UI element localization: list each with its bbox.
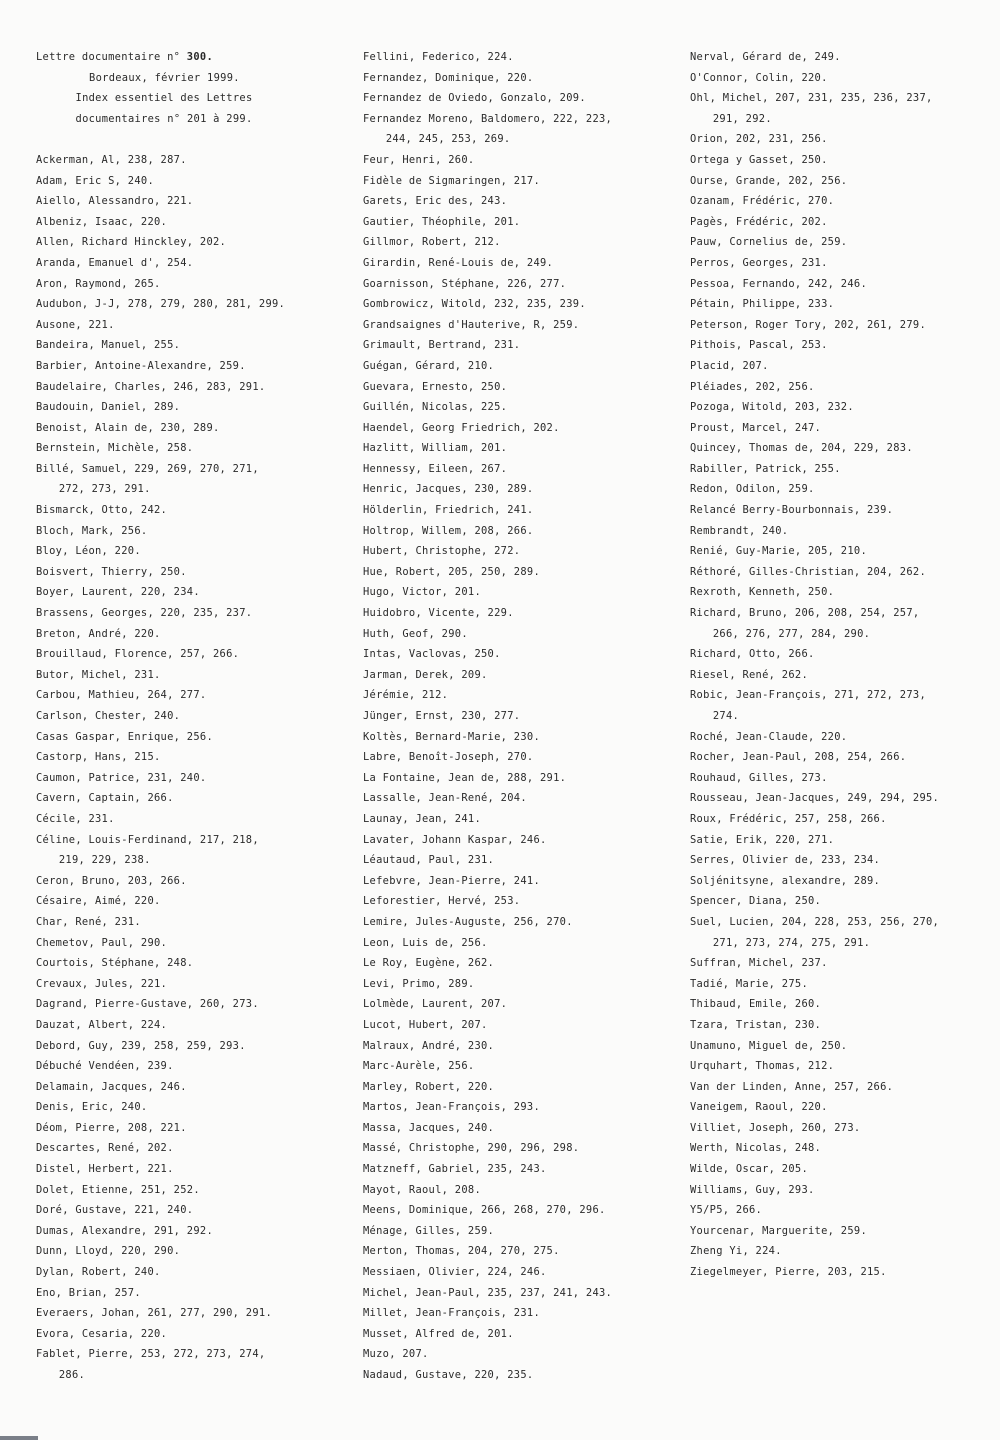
header-subtitle: Index essentiel des Lettres <box>75 92 253 105</box>
index-entry: Nadaud, Gustave, 220, 235. <box>363 1369 534 1381</box>
index-entry: Robic, Jean-François, 271, 272, 273, <box>690 689 927 702</box>
header-spacer <box>36 129 285 150</box>
index-entry: Léautaud, Paul, 231. <box>363 854 495 867</box>
index-entry: Caumon, Patrice, 231, 240. <box>36 771 207 784</box>
index-column-1 <box>36 47 285 1386</box>
index-entry: Richard, Bruno, 206, 208, 254, 257, <box>690 607 920 620</box>
index-entry: Girardin, René-Louis de, 249. <box>363 256 554 269</box>
index-entry: Fernandez de Oviedo, Gonzalo, 209. <box>363 92 586 105</box>
index-entry: Matzneff, Gabriel, 235, 243. <box>363 1163 547 1176</box>
index-entry: Dunn, Lloyd, 220, 290. <box>36 1245 181 1258</box>
index-entry: Casas Gaspar, Enrique, 256. <box>36 730 214 743</box>
index-entry: Pauw, Cornelius de, 259. <box>690 236 848 249</box>
index-entry: Labre, Benoît-Joseph, 270. <box>363 751 534 764</box>
index-entry: Jarman, Derek, 209. <box>363 668 488 681</box>
index-entry: Bloy, Léon, 220. <box>36 545 141 558</box>
index-entry: Thibaud, Emile, 260. <box>690 998 822 1011</box>
index-entry: Brassens, Georges, 220, 235, 237. <box>36 607 253 620</box>
index-entry: Débuché Vendéen, 239. <box>36 1060 174 1073</box>
index-entry: Bernstein, Michèle, 258. <box>36 442 194 455</box>
index-entry-continuation: 274. <box>712 710 740 722</box>
index-entry: Quincey, Thomas de, 204, 229, 283. <box>690 442 913 455</box>
index-entry: Garets, Eric des, 243. <box>363 195 508 208</box>
index-entry: Courtois, Stéphane, 248. <box>36 957 194 970</box>
index-entry: Carlson, Chester, 240. <box>36 710 181 722</box>
index-entry: Van der Linden, Anne, 257, 266. <box>690 1080 894 1093</box>
index-entry: Intas, Vaclovas, 250. <box>363 648 501 661</box>
index-entry: Ziegelmeyer, Pierre, 203, 215. <box>690 1266 887 1279</box>
index-entry: Ozanam, Frédéric, 270. <box>690 195 835 208</box>
index-entry: Fellini, Federico, 224. <box>363 51 514 63</box>
index-entry: Zheng Yi, 224. <box>690 1245 782 1258</box>
index-entry: Eno, Brian, 257. <box>36 1286 141 1299</box>
index-entry: Yourcenar, Marguerite, 259. <box>690 1224 868 1237</box>
index-entry: Lavater, Johann Kaspar, 246. <box>363 833 547 846</box>
index-entry: Gillmor, Robert, 212. <box>363 236 501 249</box>
header-range: documentaires n° 201 à 299. <box>75 112 253 125</box>
index-entry: Boyer, Laurent, 220, 234. <box>36 586 200 599</box>
index-entry: Fablet, Pierre, 253, 272, 273, 274, <box>36 1348 266 1361</box>
header-line-1 <box>36 47 285 68</box>
index-entry: Dagrand, Pierre-Gustave, 260, 273. <box>36 998 259 1011</box>
index-entry: Merton, Thomas, 204, 270, 275. <box>363 1245 560 1258</box>
index-column-2 <box>363 47 612 1386</box>
index-entry: Ohl, Michel, 207, 231, 235, 236, 237, <box>690 92 933 105</box>
index-entry: Césaire, Aimé, 220. <box>36 895 161 908</box>
index-entry: Guillén, Nicolas, 225. <box>363 401 508 414</box>
index-entry: Huidobro, Vicente, 229. <box>363 607 514 620</box>
index-entry: Orion, 202, 231, 256. <box>690 133 828 146</box>
index-entry: Urquhart, Thomas, 212. <box>690 1060 835 1073</box>
index-entry: Perros, Georges, 231. <box>690 256 828 269</box>
index-entry: Pithois, Pascal, 253. <box>690 339 828 352</box>
index-entry: Williams, Guy, 293. <box>690 1183 815 1196</box>
index-entry: Nerval, Gérard de, 249. <box>690 51 841 63</box>
index-entry: Redon, Odilon, 259. <box>690 483 815 496</box>
index-entry: Placid, 207. <box>690 359 769 372</box>
index-entry: Unamuno, Miguel de, 250. <box>690 1039 848 1052</box>
index-entry: Ortega y Gasset, 250. <box>690 153 828 166</box>
index-entry: Céline, Louis-Ferdinand, 217, 218, <box>36 833 259 846</box>
index-entry: Renié, Guy-Marie, 205, 210. <box>690 545 868 558</box>
index-entry: La Fontaine, Jean de, 288, 291. <box>363 771 567 784</box>
index-entry: Gombrowicz, Witold, 232, 235, 239. <box>363 298 586 311</box>
index-column-3 <box>690 47 939 1283</box>
index-entry: O'Connor, Colin, 220. <box>690 71 828 84</box>
index-entry-continuation: 272, 273, 291. <box>58 483 151 496</box>
index-entry: Rabiller, Patrick, 255. <box>690 462 841 475</box>
index-entry-continuation: 219, 229, 238. <box>58 854 151 867</box>
index-entry: Pessoa, Fernando, 242, 246. <box>690 277 868 290</box>
index-entry: Messiaen, Olivier, 224, 246. <box>363 1266 547 1279</box>
index-entry: Bismarck, Otto, 242. <box>36 504 168 517</box>
index-entry: Lucot, Hubert, 207. <box>363 1018 488 1031</box>
index-entry: Proust, Marcel, 247. <box>690 421 822 434</box>
index-entry: Le Roy, Eugène, 262. <box>363 957 495 970</box>
index-entry-continuation: 291, 292. <box>712 112 772 125</box>
index-entry: Fernandez, Dominique, 220. <box>363 71 534 84</box>
index-entry: Doré, Gustave, 221, 240. <box>36 1204 194 1217</box>
index-entry: Aranda, Emanuel d', 254. <box>36 256 194 269</box>
index-entry: Réthoré, Gilles-Christian, 204, 262. <box>690 565 927 578</box>
index-entry: Levi, Primo, 289. <box>363 977 475 990</box>
index-entry: Suel, Lucien, 204, 228, 253, 256, 270, <box>690 915 940 928</box>
index-entry: Riesel, René, 262. <box>690 668 809 681</box>
index-entry: Hazlitt, William, 201. <box>363 442 508 455</box>
index-entry: Peterson, Roger Tory, 202, 261, 279. <box>690 318 927 331</box>
index-entry: Lassalle, Jean-René, 204. <box>363 792 527 805</box>
index-entry: Lefebvre, Jean-Pierre, 241. <box>363 874 541 887</box>
index-entry: Bandeira, Manuel, 255. <box>36 339 181 352</box>
page-edge-mark <box>0 1436 38 1440</box>
index-entry: Koltès, Bernard-Marie, 230. <box>363 730 541 743</box>
index-entry: Char, René, 231. <box>36 915 141 928</box>
index-entry: Huth, Geof, 290. <box>363 627 468 640</box>
index-entry: Musset, Alfred de, 201. <box>363 1327 514 1340</box>
index-entry-continuation: 266, 276, 277, 284, 290. <box>712 627 871 640</box>
index-entry: Launay, Jean, 241. <box>363 812 482 825</box>
index-entry: Grandsaignes d'Hauterive, R, 259. <box>363 318 580 331</box>
header-place-date: Bordeaux, février 1999. <box>89 71 240 84</box>
index-entry: Distel, Herbert, 221. <box>36 1163 174 1176</box>
index-entry: Pléiades, 202, 256. <box>690 380 815 393</box>
index-entry: Carbou, Mathieu, 264, 277. <box>36 689 207 702</box>
index-entry: Guevara, Ernesto, 250. <box>363 380 508 393</box>
index-entry: Rouhaud, Gilles, 273. <box>690 771 828 784</box>
index-entry: Fernandez Moreno, Baldomero, 222, 223, <box>363 112 613 125</box>
header-title: Lettre documentaire n° <box>36 51 181 63</box>
index-entry: Millet, Jean-François, 231. <box>363 1307 541 1320</box>
index-entry: Aiello, Alessandro, 221. <box>36 195 194 208</box>
index-entry: Y5/P5, 266. <box>690 1204 763 1217</box>
index-entry: Baudelaire, Charles, 246, 283, 291. <box>36 380 266 393</box>
index-entry: Massé, Christophe, 290, 296, 298. <box>363 1142 580 1155</box>
index-entry: Serres, Olivier de, 233, 234. <box>690 854 881 867</box>
index-entry: Haendel, Georg Friedrich, 202. <box>363 421 560 434</box>
index-entry: Descartes, René, 202. <box>36 1142 174 1155</box>
index-entry: Dolet, Etienne, 251, 252. <box>36 1183 200 1196</box>
index-entry: Hölderlin, Friedrich, 241. <box>363 504 534 517</box>
index-entry: Tadié, Marie, 275. <box>690 977 809 990</box>
index-entry: Ourse, Grande, 202, 256. <box>690 174 848 187</box>
index-entry: Suffran, Michel, 237. <box>690 957 828 970</box>
index-entry: Werth, Nicolas, 248. <box>690 1142 822 1155</box>
index-entry: Feur, Henri, 260. <box>363 153 475 166</box>
index-entry: Rembrandt, 240. <box>690 524 789 537</box>
index-entry: Ausone, 221. <box>36 318 115 331</box>
index-entry: Ménage, Gilles, 259. <box>363 1224 495 1237</box>
index-entry: Hugo, Victor, 201. <box>363 586 482 599</box>
index-entry: Dauzat, Albert, 224. <box>36 1018 168 1031</box>
index-entry: Baudouin, Daniel, 289. <box>36 401 181 414</box>
index-entry: Adam, Eric S, 240. <box>36 174 155 187</box>
index-entry: Relancé Berry-Bourbonnais, 239. <box>690 504 894 517</box>
index-entry: Wilde, Oscar, 205. <box>690 1163 809 1176</box>
index-entry: Roché, Jean-Claude, 220. <box>690 730 848 743</box>
index-entry: Pétain, Philippe, 233. <box>690 298 835 311</box>
index-entry: Roux, Frédéric, 257, 258, 266. <box>690 812 887 825</box>
index-entry: Marley, Robert, 220. <box>363 1080 495 1093</box>
index-entry: Leforestier, Hervé, 253. <box>363 895 521 908</box>
index-entry: Leon, Luis de, 256. <box>363 936 488 949</box>
index-entry: Albeniz, Isaac, 220. <box>36 215 168 228</box>
index-entry: Vaneigem, Raoul, 220. <box>690 1101 828 1114</box>
index-entry: Allen, Richard Hinckley, 202. <box>36 236 227 249</box>
index-entry: Mayot, Raoul, 208. <box>363 1183 482 1196</box>
index-entry: Pagès, Frédéric, 202. <box>690 215 828 228</box>
index-entry: Martos, Jean-François, 293. <box>363 1101 541 1114</box>
index-entry: Chemetov, Paul, 290. <box>36 936 168 949</box>
index-entry: Marc-Aurèle, 256. <box>363 1060 475 1073</box>
index-entry: Hue, Robert, 205, 250, 289. <box>363 565 541 578</box>
index-entry: Brouillaud, Florence, 257, 266. <box>36 648 240 661</box>
index-entry-continuation: 286. <box>58 1369 86 1381</box>
index-entry: Evora, Cesaria, 220. <box>36 1327 168 1340</box>
index-entry: Jérémie, 212. <box>363 689 449 702</box>
index-entry: Aron, Raymond, 265. <box>36 277 161 290</box>
index-entry: Ackerman, Al, 238, 287. <box>36 153 187 166</box>
index-entry: Villiet, Joseph, 260, 273. <box>690 1121 861 1134</box>
index-entry: Tzara, Tristan, 230. <box>690 1018 822 1031</box>
index-entry: Dumas, Alexandre, 291, 292. <box>36 1224 214 1237</box>
index-entry: Soljénitsyne, alexandre, 289. <box>690 874 881 887</box>
index-entry: Hennessy, Eileen, 267. <box>363 462 508 475</box>
index-entry: Rexroth, Kenneth, 250. <box>690 586 835 599</box>
index-entry: Delamain, Jacques, 246. <box>36 1080 187 1093</box>
index-entry: Rousseau, Jean-Jacques, 249, 294, 295. <box>690 792 940 805</box>
index-entry: Ceron, Bruno, 203, 266. <box>36 874 187 887</box>
index-entry: Malraux, André, 230. <box>363 1039 495 1052</box>
index-entry: Lolmède, Laurent, 207. <box>363 998 508 1011</box>
index-entry: Crevaux, Jules, 221. <box>36 977 168 990</box>
index-entry: Michel, Jean-Paul, 235, 237, 241, 243. <box>363 1286 613 1299</box>
index-entry: Bloch, Mark, 256. <box>36 524 148 537</box>
index-entry-continuation: 271, 273, 274, 275, 291. <box>712 936 871 949</box>
index-entry: Billé, Samuel, 229, 269, 270, 271, <box>36 462 259 475</box>
index-entry: Massa, Jacques, 240. <box>363 1121 495 1134</box>
index-entry: Henric, Jacques, 230, 289. <box>363 483 534 496</box>
index-entry: Boisvert, Thierry, 250. <box>36 565 187 578</box>
issue-number: 300. <box>186 51 214 63</box>
index-entry-continuation: 244, 245, 253, 269. <box>385 133 511 146</box>
index-entry: Debord, Guy, 239, 258, 259, 293. <box>36 1039 246 1052</box>
index-entry: Breton, André, 220. <box>36 627 161 640</box>
index-entry: Audubon, J-J, 278, 279, 280, 281, 299. <box>36 298 286 311</box>
index-entry: Butor, Michel, 231. <box>36 668 161 681</box>
index-entry: Grimault, Bertrand, 231. <box>363 339 521 352</box>
index-entry: Fidèle de Sigmaringen, 217. <box>363 174 541 187</box>
index-entry: Denis, Eric, 240. <box>36 1101 148 1114</box>
index-entry: Hubert, Christophe, 272. <box>363 545 521 558</box>
index-entry: Muzo, 207. <box>363 1348 429 1361</box>
index-entry: Cécile, 231. <box>36 812 115 825</box>
index-entry: Jünger, Ernst, 230, 277. <box>363 710 521 722</box>
index-entry: Castorp, Hans, 215. <box>36 751 161 764</box>
index-entry: Pozoga, Witold, 203, 232. <box>690 401 854 414</box>
index-entry: Goarnisson, Stéphane, 226, 277. <box>363 277 567 290</box>
index-entry: Gautier, Théophile, 201. <box>363 215 521 228</box>
index-entry: Benoist, Alain de, 230, 289. <box>36 421 220 434</box>
index-entry: Everaers, Johan, 261, 277, 290, 291. <box>36 1307 273 1320</box>
index-entry: Déom, Pierre, 208, 221. <box>36 1121 187 1134</box>
index-entry: Lemire, Jules-Auguste, 256, 270. <box>363 915 573 928</box>
index-entry: Guégan, Gérard, 210. <box>363 359 495 372</box>
index-entry: Rocher, Jean-Paul, 208, 254, 266. <box>690 751 907 764</box>
index-entry: Meens, Dominique, 266, 268, 270, 296. <box>363 1204 606 1217</box>
index-entry: Spencer, Diana, 250. <box>690 895 822 908</box>
index-entry: Barbier, Antoine-Alexandre, 259. <box>36 359 246 372</box>
index-entry: Richard, Otto, 266. <box>690 648 815 661</box>
index-entry: Satie, Erik, 220, 271. <box>690 833 835 846</box>
index-entry: Cavern, Captain, 266. <box>36 792 174 805</box>
index-entry: Dylan, Robert, 240. <box>36 1266 161 1279</box>
index-entry: Holtrop, Willem, 208, 266. <box>363 524 534 537</box>
